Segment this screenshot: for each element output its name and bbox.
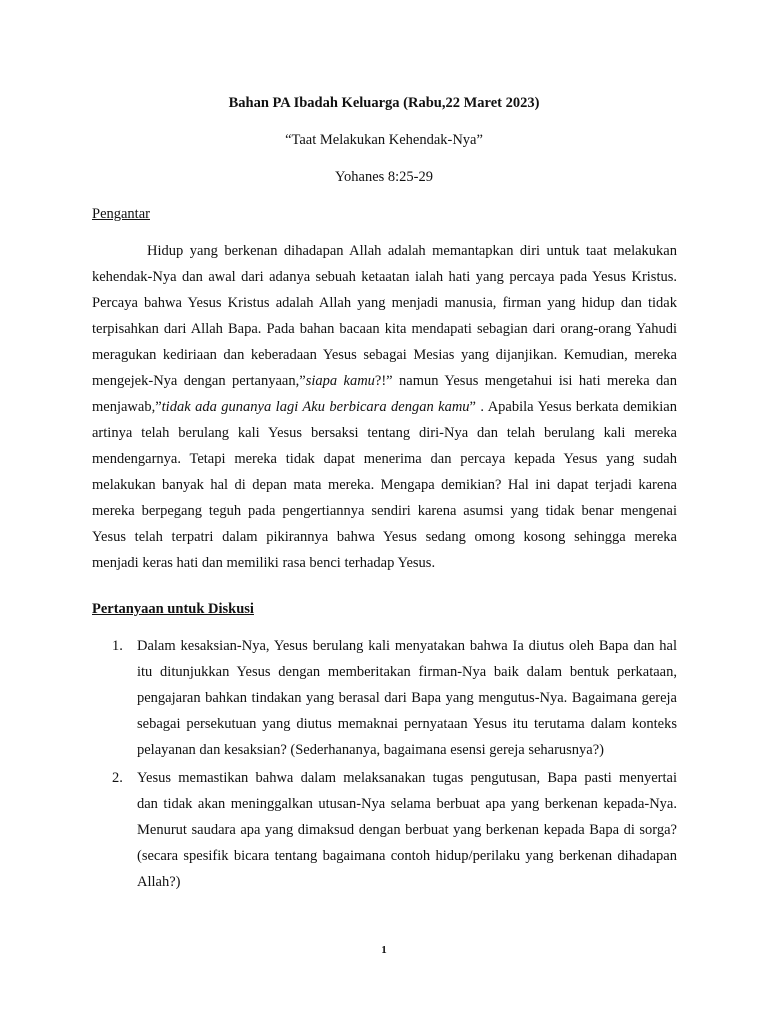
intro-line: meragukan kediriaan dan keberadaan Yesus sebagai Mesias yang dijanjikan. Kemudian, mereka [92,347,677,363]
intro-line [92,372,677,390]
question-line: Menurut saudara apa yang dimaksud dengan berbuat yang berkenan kepada Bapa di sorga? [137,822,677,838]
document-title: Bahan PA Ibadah Keluarga (Rabu,22 Maret 2023) [228,95,540,111]
question-line: sebagai persekutuan yang diutus memaknai pernyataan Yesus itu terutama dalam konteks [137,716,677,732]
intro-line: menjadi keras hati dan memiliki rasa benci terhadap Yesus. [92,555,436,571]
questions-heading: Pertanyaan untuk Diskusi [92,601,254,617]
question-number: 1. [112,638,123,654]
question-line: (secara spesifik bicara tentang bagaimana contoh hidup/perilaku yang berkenan dihadapan [137,848,677,864]
intro-text: ?!” namun Yesus mengetahui isi hati mereka dan [374,373,677,389]
question-line: dan tidak akan meninggalkan utusan-Nya selama berbuat apa yang berkenan kepada-Nya. [137,796,677,812]
intro-quote-italic: tidak ada gunanya lagi Aku berbicara dengan kamu [161,399,470,415]
page-number: 1 [381,944,387,956]
question-line: Dalam kesaksian-Nya, Yesus berulang kali menyatakan bahwa Ia diutus oleh Bapa dan hal [137,638,677,654]
intro-line [92,398,677,416]
intro-line: mereka berpegang teguh pada pengertiannya sendiri karena asumsi yang tidak benar mengenai [92,503,677,519]
intro-line: Yesus telah terpatri dalam pikirannya bahwa Yesus sedang omong kosong sehingga mereka [92,529,677,545]
intro-line: Percaya bahwa Yesus Kristus adalah Allah yang menjadi manusia, firman yang hidup dan tidak [92,295,677,311]
document-subtitle: “Taat Melakukan Kehendak-Nya” [285,132,483,148]
intro-heading: Pengantar [92,206,150,222]
intro-quote-italic: siapa kamu [305,373,375,389]
intro-text: ” . Apabila Yesus berkata demikian [469,399,677,415]
intro-line: kehendak-Nya dan awal dari adanya sebuah ketaatan ialah hati yang percaya pada Yesus Kristus. [92,269,677,285]
intro-line: melakukan banyak hal di depan mata mereka. Mengapa demikian? Hal ini dapat terjadi karena [92,477,677,493]
intro-text: menjawab,” [92,399,162,415]
question-line: Yesus memastikan bahwa dalam melaksanakan tugas pengutusan, Bapa pasti menyertai [137,770,677,786]
scripture-reference: Yohanes 8:25-29 [334,169,434,185]
question-line: Allah?) [137,874,181,890]
intro-line: artinya telah berulang kali Yesus bersaksi tentang diri-Nya dan telah berulang kali mereka [92,425,677,441]
intro-line: mendengarnya. Tetapi mereka tidak dapat menerima dan percaya kepada Yesus yang sudah [92,451,677,467]
question-line: pelayanan dan kesaksian? (Sederhananya, bagaimana esensi gereja seharusnya?) [137,742,605,758]
intro-line: Hidup yang berkenan dihadapan Allah adalah memantapkan diri untuk taat melakukan [147,243,677,259]
intro-text: mengejek-Nya dengan pertanyaan,” [92,373,306,389]
question-line: pengajaran bahkan tindakan yang berasal dari Bapa yang mengutus-Nya. Bagaimana gereja [137,690,677,706]
intro-line: terpisahkan dari Allah Bapa. Pada bahan bacaan kita mendapati sebagian dari orang-orang Yahudi [92,321,677,337]
question-number: 2. [112,770,123,786]
question-line: itu ditunjukkan Yesus dengan memberitakan firman-Nya baik dalam bentuk perkataan, [137,664,677,680]
